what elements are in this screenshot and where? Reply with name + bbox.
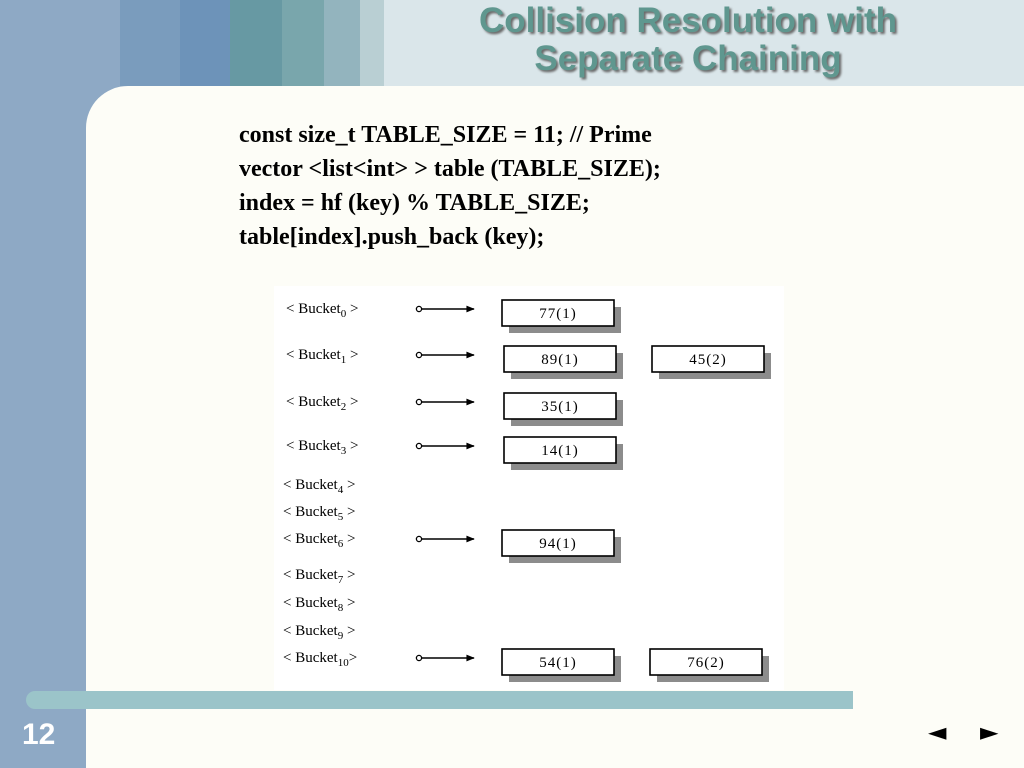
bucket-index: 0 [340, 308, 347, 320]
list-node-value: 54(1) [539, 655, 577, 671]
list-node-value: 14(1) [541, 443, 579, 459]
slide-title-line-1: Collision Resolution with [478, 1, 898, 40]
bucket-label-close: > [343, 477, 356, 493]
bucket-label [286, 301, 358, 320]
bucket-label-text: < Bucket [283, 650, 338, 666]
bucket-label [283, 623, 355, 642]
bucket-label [283, 531, 355, 550]
bucket-label [283, 477, 355, 496]
list-node-value: 76(2) [687, 655, 725, 671]
bucket-label [286, 394, 358, 413]
bucket-index: 1 [340, 354, 347, 366]
code-line: table[index].push_back (key); [239, 224, 545, 250]
bucket-label-text: < Bucket [286, 347, 341, 363]
bucket-label [283, 650, 357, 669]
bucket-label-text: < Bucket [286, 301, 341, 317]
bucket-label-close: > [343, 531, 356, 547]
bucket-label-close: > [346, 347, 359, 363]
bucket-label [283, 567, 355, 586]
bucket-label-text: < Bucket [283, 504, 338, 520]
bucket-label-text: < Bucket [283, 623, 338, 639]
code-line: vector <list<int> > table (TABLE_SIZE); [239, 156, 661, 182]
bucket-index: 7 [337, 574, 344, 586]
bucket-label-close: > [348, 650, 358, 666]
page-number: 12 [22, 718, 56, 751]
bucket-label [286, 438, 358, 457]
bucket-label [283, 595, 355, 614]
slide-title-line-2: Separate Chaining [534, 39, 842, 78]
bucket-index: 5 [337, 511, 344, 523]
bucket-label-text: < Bucket [283, 477, 338, 493]
bucket-label-close: > [343, 504, 356, 520]
bucket-label-text: < Bucket [286, 438, 341, 454]
previous-slide-button[interactable]: ◄ [928, 718, 947, 746]
pointer-origin-dot [416, 306, 421, 311]
code-line: const size_t TABLE_SIZE = 11; // Prime [239, 122, 652, 148]
list-node-value: 45(2) [689, 352, 727, 368]
bucket-index: 2 [340, 401, 347, 413]
bucket-label-close: > [346, 394, 359, 410]
bucket-label [286, 347, 358, 366]
bucket-index: 9 [337, 630, 344, 642]
pointer-origin-dot [416, 443, 421, 448]
bucket-label-text: < Bucket [283, 567, 338, 583]
bucket-index: 4 [337, 484, 344, 496]
bucket-label-close: > [346, 301, 359, 317]
bucket-label-text: < Bucket [283, 531, 338, 547]
list-node-value: 94(1) [539, 536, 577, 552]
bucket-index: 6 [337, 538, 344, 550]
bucket-label-close: > [346, 438, 359, 454]
pointer-origin-dot [416, 655, 421, 660]
next-slide-button[interactable]: ► [980, 718, 999, 746]
bucket-label-text: < Bucket [286, 394, 341, 410]
pointer-origin-dot [416, 399, 421, 404]
list-node-value: 77(1) [539, 306, 577, 322]
list-node-value: 89(1) [541, 352, 579, 368]
bucket-index: 8 [337, 602, 344, 614]
pointer-origin-dot [416, 536, 421, 541]
pointer-origin-dot [416, 352, 421, 357]
bucket-label-close: > [343, 595, 356, 611]
bucket-label-text: < Bucket [283, 595, 338, 611]
bucket-label [283, 504, 355, 523]
bucket-index: 3 [340, 445, 347, 457]
code-line: index = hf (key) % TABLE_SIZE; [239, 190, 590, 216]
list-node-value: 35(1) [541, 399, 579, 415]
bucket-label-close: > [343, 567, 356, 583]
bucket-index: 10 [337, 657, 349, 669]
bucket-label-close: > [343, 623, 356, 639]
